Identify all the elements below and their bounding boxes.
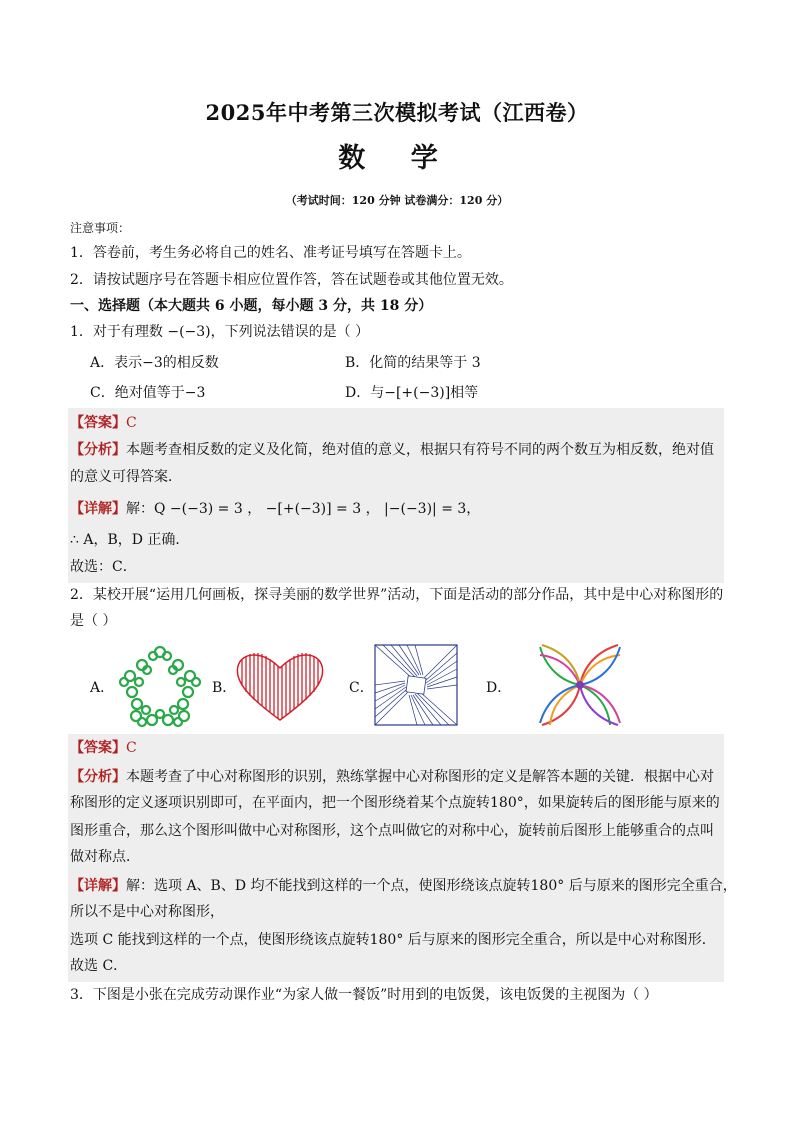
q1-analysis-line-2: 的意义可得答案． — [70, 469, 182, 485]
analysis-text: 本题考查了中心对称图形的识别，熟练掌握中心对称图形的定义是解答本题的关键．根据中心对 — [126, 769, 714, 785]
q3-stem: 3．下图是小张在完成劳动课作业“为家人做一餐饭”时用到的电饭煲，该电饭煲的主视图为（ ） — [70, 987, 658, 1003]
notes-heading: 注意事项： — [70, 221, 131, 235]
q1-option-c: C．绝对值等于−3 — [90, 385, 206, 401]
q1-detail-line-2: ∴ A，B，D 正确． — [70, 532, 190, 548]
detail-tag: 【详解】 — [70, 501, 126, 517]
q1-option-b: B．化简的结果等于 3 — [345, 355, 481, 371]
q2-stem-line-1: 2．某校开展“运用几何画板，探寻美丽的数学世界”活动，下面是活动的部分作品，其中是中心对称图形的 — [70, 587, 724, 603]
note-item-1: 1．答卷前，考生务必将自己的姓名、准考证号填写在答题卡上。 — [70, 245, 471, 261]
q2-answer — [70, 738, 137, 758]
analysis-tag: 【分析】 — [70, 442, 126, 458]
q2-stem-line-2: 是（ ） — [70, 613, 117, 629]
q2-label-c: C． — [349, 680, 374, 696]
detail-text: 解：选项 A、B、D 均不能找到这样的一个点，使图形绕该点旋转180° 后与原来的图形完全重合， — [126, 878, 737, 894]
q2-analysis-line-4: 做对称点． — [70, 849, 140, 865]
answer-value: C — [126, 740, 137, 756]
fractal-pentagon-figure — [112, 640, 208, 730]
q2-analysis-line-2: 称图形的定义逐项识别即可，在平面内，把一个图形绕着某个点旋转180°，如果旋转后的图形能与原来的 — [70, 795, 720, 811]
analysis-tag: 【分析】 — [70, 769, 126, 785]
q2-analysis-line-3: 图形重合，那么这个图形叫做中心对称图形，这个点叫做它的对称中心，旋转前后图形上能够重合的点叫 — [70, 823, 714, 839]
q2-label-a: A． — [90, 680, 115, 696]
q1-analysis-line-1 — [70, 440, 714, 460]
analysis-text: 本题考查相反数的定义及化简，绝对值的意义，根据只有符号不同的两个数互为相反数，绝对值 — [126, 442, 714, 458]
q2-detail-line-2: 所以不是中心对称图形， — [70, 904, 224, 920]
answer-tag: 【答案】 — [70, 740, 126, 756]
q1-option-d: D．与−[+(−3)]相等 — [345, 385, 479, 401]
q2-detail-line-4: 故选 C． — [70, 958, 128, 974]
q1-detail-line-1 — [70, 499, 480, 519]
detail-text: 解：Q −(−3) = 3 ， −[+(−3)] = 3 ， |−(−3)| = 3， — [126, 501, 481, 517]
q1-stem: 1．对于有理数 −(−3)，下列说法错误的是（ ） — [70, 324, 370, 340]
q2-analysis-line-1 — [70, 767, 714, 787]
exam-info: （考试时间：120 分钟 试卷满分：120 分） — [285, 194, 509, 207]
q2-label-b: B． — [212, 680, 237, 696]
q1-detail-line-3: 故选：C． — [70, 559, 137, 575]
square-spiral-figure — [373, 643, 459, 727]
q1-answer — [70, 413, 137, 433]
detail-tag: 【详解】 — [70, 878, 126, 894]
subject-title: 数 学 — [338, 143, 456, 174]
section-heading: 一、选择题（本大题共 6 小题，每小题 3 分，共 18 分） — [70, 298, 433, 314]
q2-label-d: D． — [486, 680, 512, 696]
answer-value: C — [126, 415, 137, 431]
q2-detail-line-3: 选项 C 能找到这样的一个点，使图形绕该点旋转180° 后与原来的图形完全重合，所以是中心对称图形． — [70, 932, 716, 948]
note-item-2: 2．请按试题序号在答题卡相应位置作答，答在试题卷或其他位置无效。 — [70, 272, 513, 288]
q1-option-a: A．表示−3的相反数 — [90, 355, 219, 371]
q1-solution-block — [68, 408, 724, 583]
rainbow-pinwheel-figure — [533, 638, 627, 732]
exam-title: 2025年中考第三次模拟考试（江西卷） — [205, 100, 589, 125]
answer-tag: 【答案】 — [70, 415, 126, 431]
q2-detail-line-1 — [70, 876, 737, 896]
heart-figure — [232, 648, 328, 722]
